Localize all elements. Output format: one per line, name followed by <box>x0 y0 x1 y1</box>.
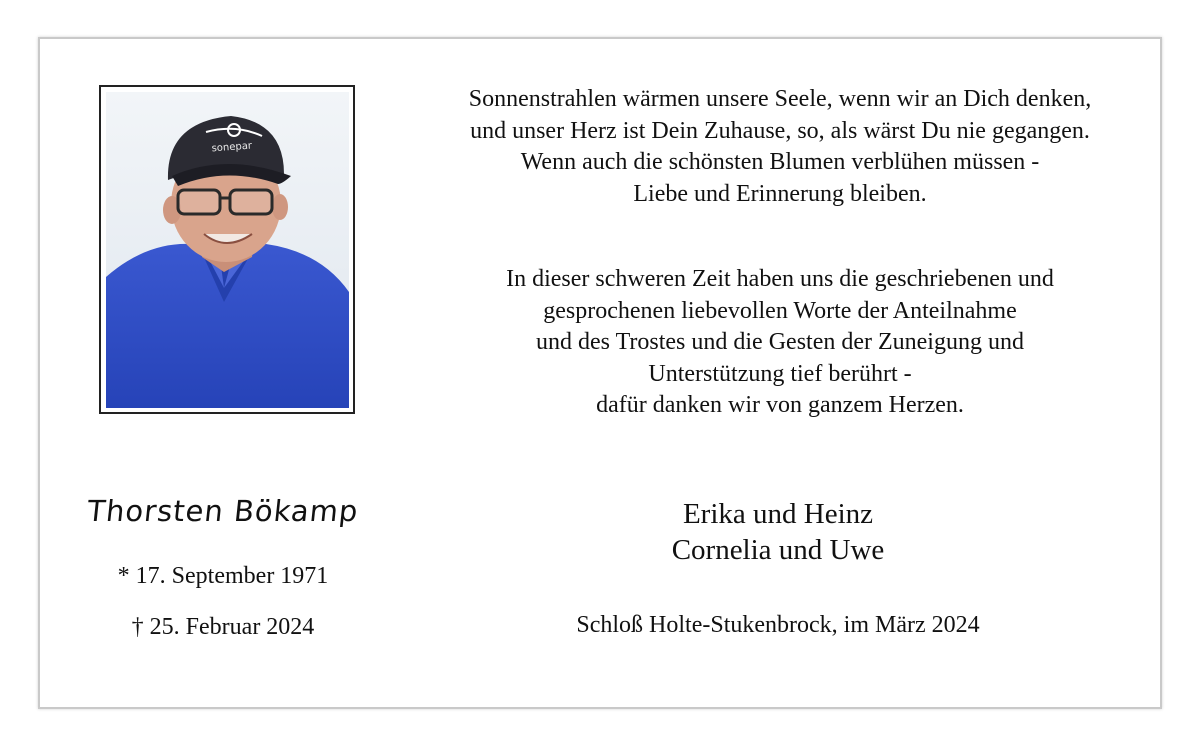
verse-line: Liebe und Erinnerung bleiben. <box>633 180 927 207</box>
signer-line: Erika und Heinz <box>682 498 874 530</box>
thanks-line: In dieser schweren Zeit haben uns die geschriebenen und <box>506 266 1054 292</box>
signer-line: Cornelia und Uwe <box>671 534 885 566</box>
birth-date: * 17. September 1971 <box>117 563 329 589</box>
verse-line: Wenn auch die schönsten Blumen verblühen müssen - <box>520 149 1040 175</box>
verse-line: Sonnenstrahlen wärmen unsere Seele, wenn wir an Dich denken, <box>468 86 1092 112</box>
verse-line: und unser Herz ist Dein Zuhause, so, als wärst Du nie gegangen. <box>470 117 1090 144</box>
verse-block-2 <box>400 264 1160 422</box>
deceased-name: Thorsten Bökamp <box>85 494 361 528</box>
thanks-line: gesprochenen liebevollen Worte der Anteilnahme <box>543 297 1017 324</box>
thanks-line: und des Trostes und die Gesten der Zuneigung und <box>536 329 1024 355</box>
portrait-frame <box>99 85 355 414</box>
death-date: † 25. Februar 2024 <box>131 614 315 640</box>
thanks-line: Unterstützung tief berührt - <box>648 360 912 387</box>
signers <box>478 496 1078 568</box>
cap-logo-text: sonepar <box>211 140 253 155</box>
portrait-photo <box>106 92 349 408</box>
verse-block-1 <box>400 84 1160 210</box>
place-and-date: Schloß Holte-Stukenbrock, im März 2024 <box>576 612 980 638</box>
thanks-line: dafür danken wir von ganzem Herzen. <box>596 392 964 418</box>
